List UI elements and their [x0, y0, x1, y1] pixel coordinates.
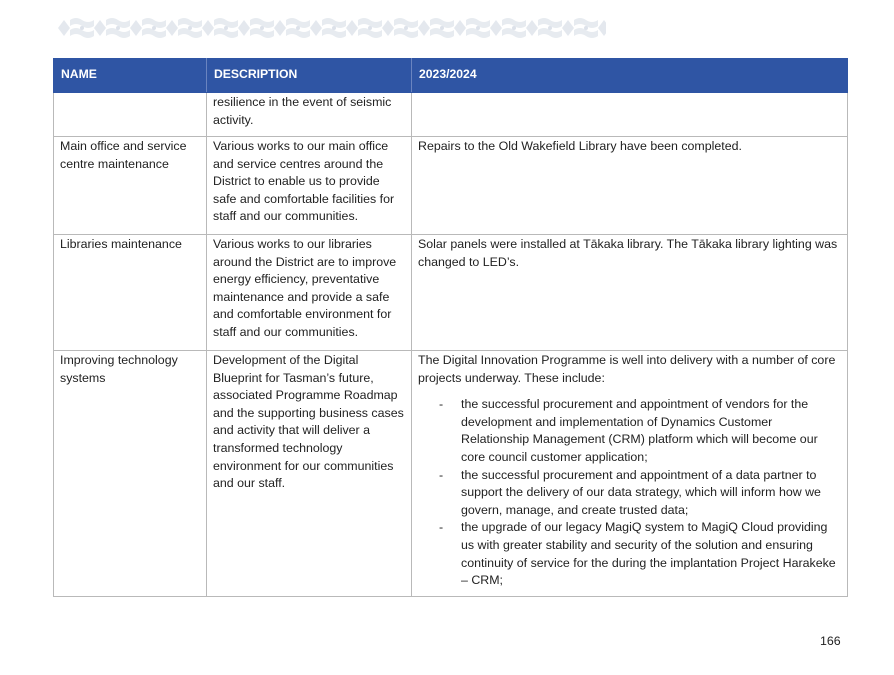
list-item [439, 519, 841, 589]
table-row [54, 93, 848, 137]
cell-status [412, 351, 848, 597]
header-name: NAME [54, 59, 207, 93]
bullet-marker: - [439, 520, 444, 535]
cell-description: Various works to our main office and service centres around the District to enable us to provide safe and comfortable facilities for staff and our communities. [207, 137, 412, 235]
bullet-marker: - [439, 397, 444, 412]
decorative-pattern-banner [58, 16, 606, 40]
table-row [54, 137, 848, 235]
status-bullet-list [418, 396, 841, 590]
cell-status: Repairs to the Old Wakefield Library have been completed. [412, 137, 848, 235]
cell-description: Development of the Digital Blueprint for Tasman’s future, associated Programme Roadmap and the supporting business cases and activity that will deliver a transformed technology environment for our communities and our staff. [207, 351, 412, 597]
list-item-text: the successful procurement and appointment of vendors for the development and implementation of Dynamics Customer Relationship Management (CRM) platform which will become our core council customer application; [461, 397, 818, 464]
activities-table [53, 58, 848, 597]
page-number: 166 [820, 634, 841, 648]
list-item-text: the successful procurement and appointment of a data partner to support the delivery of our data strategy, which will inform how we govern, manage, and create trusted data; [461, 467, 821, 517]
table-row [54, 351, 848, 597]
list-item [439, 396, 841, 466]
list-item [439, 467, 841, 520]
cell-name: Main office and service centre maintenance [54, 137, 207, 235]
bullet-marker: - [439, 467, 444, 482]
table-row [54, 235, 848, 351]
cell-name: Libraries maintenance [54, 235, 207, 351]
list-item-text: the upgrade of our legacy MagiQ system to MagiQ Cloud providing us with greater stability and security of the solution and ensuring continuity of service for the during the implantation Project Harakeke – CRM; [461, 520, 836, 588]
header-description: DESCRIPTION [207, 59, 412, 93]
cell-status [412, 93, 848, 137]
cell-status: Solar panels were installed at Tākaka library. The Tākaka library lighting was changed to LED’s. [412, 235, 848, 351]
cell-name: Improving technology systems [54, 351, 207, 597]
cell-description: Various works to our libraries around the District are to improve energy efficiency, preventative maintenance and provide a safe and comfortable environment for staff and our communities. [207, 235, 412, 351]
cell-description: resilience in the event of seismic activity. [207, 93, 412, 137]
table-header-row [54, 59, 848, 93]
cell-name [54, 93, 207, 137]
header-year: 2023/2024 [412, 59, 848, 93]
status-intro: The Digital Innovation Programme is well into delivery with a number of core projects underway. These include: [418, 353, 836, 385]
